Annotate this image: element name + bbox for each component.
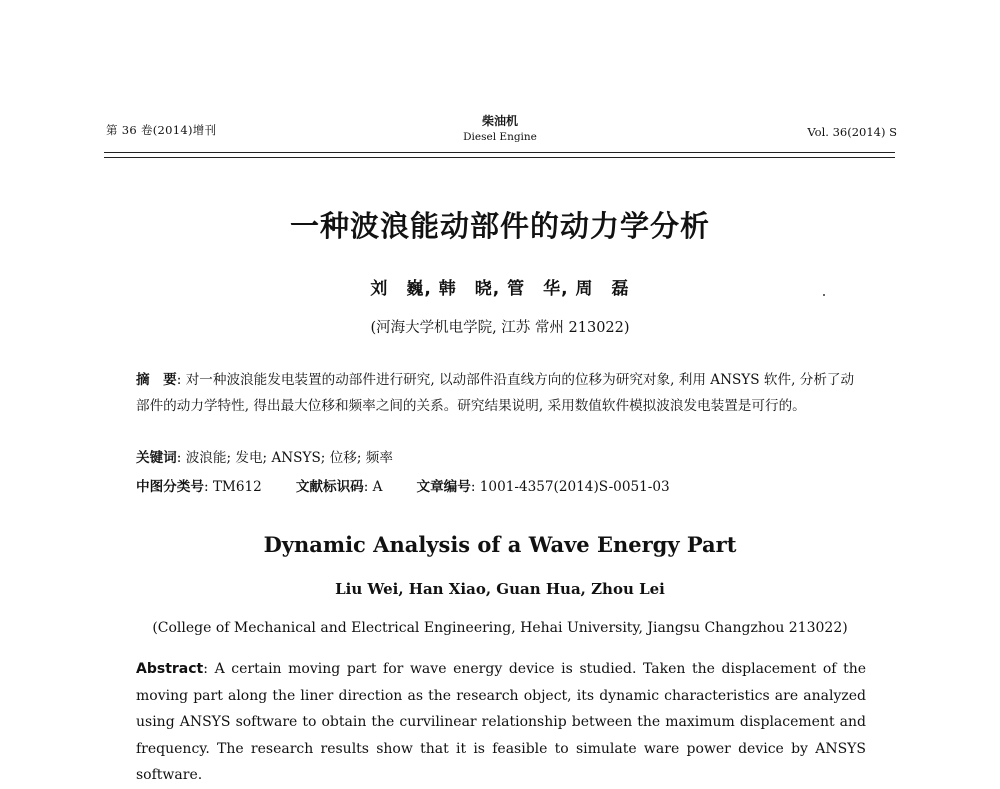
paper-title-en: Dynamic Analysis of a Wave Energy Part <box>263 532 737 557</box>
keywords-cn-label: 关键词 <box>136 450 177 466</box>
classification-line <box>136 475 670 495</box>
affiliation-en: (College of Mechanical and Electrical Engineering, Hehai University, Jiangsu Changzhou 213022) <box>152 620 848 636</box>
abstract-en-label: Abstract <box>136 661 204 677</box>
abstract-cn-text: 对一种波浪能发电装置的动部件进行研究, 以动部件沿直线方向的位移为研究对象, 利用 ANSYS 软件, 分析了动部件的动力学特性, 得出最大位移和频率之间的关系。研究结果说明, 采用数值软件模拟波浪发电装置是可行的。 <box>136 372 855 414</box>
article-id-value: : 1001-4357(2014)S-0051-03 <box>470 479 670 495</box>
header-rule-bottom <box>104 157 895 158</box>
clc-label: 中图分类号 <box>136 479 204 495</box>
header-rule-top <box>104 152 895 153</box>
doc-code-value: : A <box>363 479 383 495</box>
volume-info: 第 36 卷(2014)增刊 <box>106 123 217 137</box>
keywords-cn-text: 波浪能; 发电; ANSYS; 位移; 频率 <box>185 450 393 466</box>
scan-speck <box>823 294 825 296</box>
abstract-cn <box>136 367 866 419</box>
journal-name-cn: 柴油机 <box>481 114 518 128</box>
abstract-cn-label: 摘 要 <box>136 372 177 388</box>
abstract-en <box>136 656 866 789</box>
keywords-cn <box>136 446 393 466</box>
doc-code-label: 文献标识码 <box>295 479 364 495</box>
keywords-cn-sep: : <box>176 450 186 466</box>
volume-info-en: Vol. 36(2014) S <box>807 125 897 139</box>
authors-cn: 刘 巍, 韩 晓, 管 华, 周 磊 <box>370 279 630 299</box>
abstract-en-sep: : <box>203 661 215 677</box>
article-id-label: 文章编号 <box>416 479 471 495</box>
affiliation-cn: (河海大学机电学院, 江苏 常州 213022) <box>370 320 630 336</box>
journal-name-en: Diesel Engine <box>463 131 537 143</box>
abstract-en-text: A certain moving part for wave energy device is studied. Taken the displacement of the moving part along the liner direction as the research object, its dynamic characteristics are analyzed using ANSYS software to obtain the curvilinear relationship between the maximum displacement and frequency. The research results show that it is feasible to simulate ware power device by ANSYS software. <box>136 661 866 783</box>
paper-title-cn: 一种波浪能动部件的动力学分析 <box>289 209 710 243</box>
abstract-cn-sep: : <box>176 372 186 388</box>
authors-en: Liu Wei, Han Xiao, Guan Hua, Zhou Lei <box>335 580 665 598</box>
clc-value: : TM612 <box>203 479 262 495</box>
